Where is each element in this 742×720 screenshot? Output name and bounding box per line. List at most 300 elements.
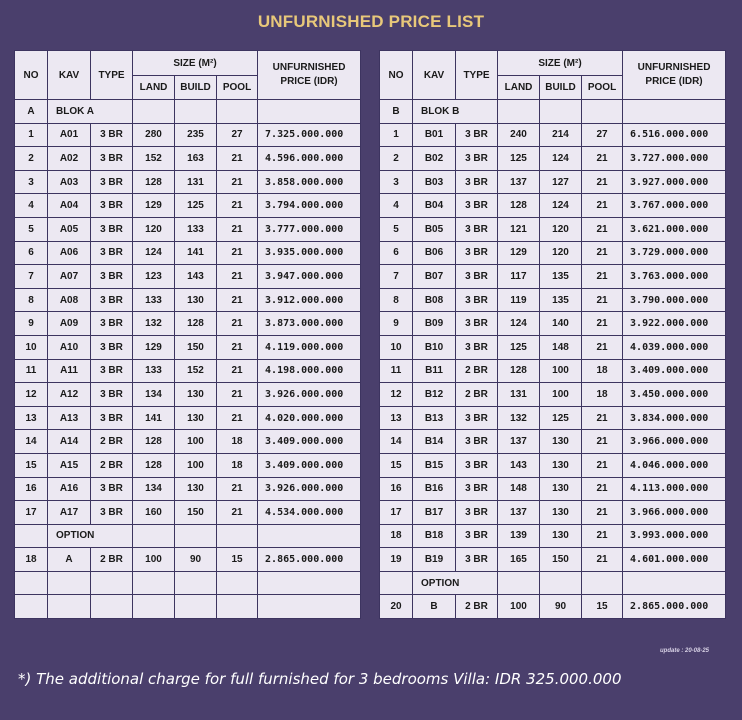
header-type: TYPE [91,51,133,100]
option-label-row [15,524,361,548]
cell-pool: 27 [217,123,258,147]
cell-price: 3.873.000.000 [258,312,361,336]
cell-empty [582,100,623,124]
table-row [15,265,361,289]
table-row [380,241,726,265]
cell-type: 3 BR [91,501,133,525]
cell-price: 3.727.000.000 [623,147,726,171]
cell-pool: 21 [582,288,623,312]
cell-pool: 21 [582,312,623,336]
cell-empty [258,524,361,548]
cell-land: 137 [498,501,540,525]
cell-land: 128 [133,170,175,194]
table-row [380,359,726,383]
cell-type: 3 BR [456,524,498,548]
table-row [380,265,726,289]
cell-build: 120 [540,241,582,265]
cell-no: 14 [380,430,413,454]
table-row [380,147,726,171]
cell-pool: 21 [582,501,623,525]
cell-land: 123 [133,265,175,289]
cell-no: 2 [380,147,413,171]
cell-land: 132 [498,406,540,430]
cell-land: 165 [498,548,540,572]
cell-kav: A10 [48,335,91,359]
cell-empty [175,100,217,124]
cell-type: 3 BR [91,477,133,501]
table-row [15,335,361,359]
cell-no: 13 [15,406,48,430]
cell-pool: 18 [582,383,623,407]
cell-build: 100 [175,430,217,454]
cell-build: 163 [175,147,217,171]
cell-type: 3 BR [456,194,498,218]
cell-build: 100 [540,359,582,383]
option-label: OPTION [413,571,498,595]
cell-empty [217,571,258,595]
cell-type: 3 BR [91,170,133,194]
cell-build: 100 [540,383,582,407]
cell-land: 117 [498,265,540,289]
cell-no: 1 [380,123,413,147]
cell-no: 2 [15,147,48,171]
cell-kav: B17 [413,501,456,525]
cell-kav: B19 [413,548,456,572]
table-row [15,288,361,312]
cell-build: 214 [540,123,582,147]
section-no: A [15,100,48,124]
table-row [15,170,361,194]
cell-type: 3 BR [456,312,498,336]
cell-land: 240 [498,123,540,147]
cell-pool: 21 [217,241,258,265]
cell-pool: 21 [217,383,258,407]
cell-price: 3.794.000.000 [258,194,361,218]
cell-pool: 21 [217,194,258,218]
cell-empty [133,100,175,124]
footnote: *) The additional charge for full furnished for 3 bedrooms Villa: IDR 325.000.000 [18,670,622,688]
cell-build: 128 [175,312,217,336]
cell-build: 130 [175,406,217,430]
cell-no: 18 [380,524,413,548]
cell-price: 3.947.000.000 [258,265,361,289]
cell-build: 150 [175,501,217,525]
cell-build: 130 [540,453,582,477]
cell-kav: A01 [48,123,91,147]
cell-empty [623,571,726,595]
header-kav: KAV [48,51,91,100]
table-row [380,194,726,218]
cell-land: 100 [498,595,540,619]
cell-pool: 21 [582,406,623,430]
cell-kav: B02 [413,147,456,171]
cell-no: 19 [380,548,413,572]
cell-price: 3.922.000.000 [623,312,726,336]
cell-kav: B03 [413,170,456,194]
cell-land: 280 [133,123,175,147]
cell-no: 6 [15,241,48,265]
cell-type: 3 BR [456,241,498,265]
cell-pool: 21 [582,548,623,572]
table-row [380,477,726,501]
cell-type: 3 BR [91,265,133,289]
cell-price: 3.409.000.000 [258,453,361,477]
cell-empty [217,595,258,619]
cell-no: 4 [15,194,48,218]
cell-kav: B10 [413,335,456,359]
cell-no: 11 [15,359,48,383]
cell-empty [175,524,217,548]
cell-kav: A06 [48,241,91,265]
cell-pool: 21 [217,359,258,383]
cell-price: 3.767.000.000 [623,194,726,218]
cell-empty [582,571,623,595]
cell-type: 2 BR [456,383,498,407]
cell-pool: 21 [582,477,623,501]
cell-build: 90 [540,595,582,619]
cell-no: 3 [380,170,413,194]
table-row [380,383,726,407]
cell-empty [540,571,582,595]
cell-empty [258,100,361,124]
cell-kav: B08 [413,288,456,312]
cell-type: 2 BR [91,430,133,454]
cell-land: 120 [133,217,175,241]
cell-no: 8 [380,288,413,312]
cell-no: 3 [15,170,48,194]
cell-pool: 21 [582,217,623,241]
cell-land: 143 [498,453,540,477]
cell-build: 141 [175,241,217,265]
update-date: update : 20-08-25 [660,648,710,654]
cell-type: 3 BR [91,288,133,312]
cell-build: 148 [540,335,582,359]
table-row [15,147,361,171]
cell-price: 3.993.000.000 [623,524,726,548]
cell-no: 10 [380,335,413,359]
cell-land: 119 [498,288,540,312]
cell-empty [133,524,175,548]
cell-build: 130 [540,477,582,501]
cell-empty [133,571,175,595]
cell-build: 150 [540,548,582,572]
table-row [380,312,726,336]
table-row [380,595,726,619]
option-label: OPTION [48,524,133,548]
cell-pool: 18 [582,359,623,383]
cell-pool: 21 [217,147,258,171]
cell-pool: 21 [582,241,623,265]
cell-price: 3.729.000.000 [623,241,726,265]
cell-price: 3.927.000.000 [623,170,726,194]
cell-type: 2 BR [91,453,133,477]
cell-price: 2.865.000.000 [258,548,361,572]
cell-empty [498,100,540,124]
cell-type: 3 BR [91,312,133,336]
table-row [380,406,726,430]
section-no: B [380,100,413,124]
cell-pool: 21 [582,335,623,359]
cell-build: 127 [540,170,582,194]
cell-price: 4.113.000.000 [623,477,726,501]
cell-price: 6.516.000.000 [623,123,726,147]
cell-type: 3 BR [456,477,498,501]
cell-kav: B15 [413,453,456,477]
cell-no: 7 [15,265,48,289]
cell-pool: 21 [582,265,623,289]
cell-type: 3 BR [456,217,498,241]
price-table-blok-b [379,50,726,619]
cell-pool: 21 [582,524,623,548]
cell-type: 3 BR [91,359,133,383]
cell-price: 4.601.000.000 [623,548,726,572]
cell-build: 124 [540,147,582,171]
cell-empty [15,571,48,595]
cell-kav: B06 [413,241,456,265]
cell-land: 160 [133,501,175,525]
cell-no: 9 [15,312,48,336]
cell-type: 2 BR [91,548,133,572]
cell-empty [258,571,361,595]
cell-land: 121 [498,217,540,241]
cell-pool: 21 [217,217,258,241]
cell-no: 14 [15,430,48,454]
cell-build: 125 [540,406,582,430]
cell-land: 137 [498,430,540,454]
cell-price: 3.450.000.000 [623,383,726,407]
cell-build: 140 [540,312,582,336]
cell-build: 130 [175,288,217,312]
cell-price: 3.935.000.000 [258,241,361,265]
empty-row [15,595,361,619]
cell-land: 137 [498,170,540,194]
cell-no: 8 [15,288,48,312]
cell-price: 3.409.000.000 [623,359,726,383]
cell-land: 152 [133,147,175,171]
cell-pool: 21 [217,312,258,336]
cell-price: 7.325.000.000 [258,123,361,147]
table-row [15,359,361,383]
header-pool: POOL [582,76,623,100]
cell-build: 130 [540,524,582,548]
cell-type: 3 BR [456,288,498,312]
cell-kav: A16 [48,477,91,501]
cell-pool: 21 [582,430,623,454]
section-label: BLOK B [413,100,498,124]
cell-type: 3 BR [91,194,133,218]
cell-kav: A07 [48,265,91,289]
cell-land: 129 [498,241,540,265]
cell-build: 235 [175,123,217,147]
cell-no: 18 [15,548,48,572]
cell-kav: A05 [48,217,91,241]
cell-build: 120 [540,217,582,241]
cell-no: 7 [380,265,413,289]
table-row [15,383,361,407]
cell-price: 3.621.000.000 [623,217,726,241]
cell-kav: B09 [413,312,456,336]
cell-type: 3 BR [456,548,498,572]
table-row [380,288,726,312]
cell-land: 134 [133,477,175,501]
cell-build: 90 [175,548,217,572]
cell-kav: B11 [413,359,456,383]
cell-build: 130 [540,501,582,525]
cell-build: 100 [175,453,217,477]
header-size: SIZE (M²) [498,51,623,76]
section-label: BLOK A [48,100,133,124]
header-land: LAND [498,76,540,100]
section-row [380,100,726,124]
cell-land: 129 [133,335,175,359]
cell-no: 17 [380,501,413,525]
table-row [15,453,361,477]
cell-no: 5 [15,217,48,241]
cell-type: 3 BR [456,265,498,289]
cell-price: 3.777.000.000 [258,217,361,241]
cell-empty [91,571,133,595]
cell-empty [217,524,258,548]
cell-kav: B16 [413,477,456,501]
table-row [15,477,361,501]
cell-land: 128 [133,453,175,477]
cell-build: 135 [540,265,582,289]
cell-no: 4 [380,194,413,218]
cell-price: 3.966.000.000 [623,501,726,525]
empty-row [15,571,361,595]
header-kav: KAV [413,51,456,100]
cell-no: 5 [380,217,413,241]
cell-build: 124 [540,194,582,218]
cell-no: 20 [380,595,413,619]
cell-pool: 21 [582,453,623,477]
cell-build: 125 [175,194,217,218]
cell-type: 3 BR [456,123,498,147]
cell-no: 10 [15,335,48,359]
cell-price: 4.039.000.000 [623,335,726,359]
cell-type: 3 BR [91,383,133,407]
cell-pool: 21 [217,335,258,359]
cell-pool: 21 [217,265,258,289]
cell-no: 12 [15,383,48,407]
table-row [15,217,361,241]
cell-kav: A04 [48,194,91,218]
cell-land: 124 [498,312,540,336]
cell-land: 100 [133,548,175,572]
cell-kav: B12 [413,383,456,407]
cell-build: 130 [175,383,217,407]
table-row [380,123,726,147]
header-no: NO [380,51,413,100]
cell-build: 135 [540,288,582,312]
page-title: UNFURNISHED PRICE LIST [257,12,485,31]
cell-pool: 21 [217,477,258,501]
header-pool: POOL [217,76,258,100]
cell-type: 3 BR [91,147,133,171]
cell-kav: B [413,595,456,619]
header-no: NO [15,51,48,100]
cell-price: 4.198.000.000 [258,359,361,383]
cell-pool: 21 [582,170,623,194]
cell-pool: 27 [582,123,623,147]
cell-land: 131 [498,383,540,407]
header-size: SIZE (M²) [133,51,258,76]
option-label-row [380,571,726,595]
cell-kav: B18 [413,524,456,548]
cell-land: 139 [498,524,540,548]
cell-type: 3 BR [456,430,498,454]
cell-land: 141 [133,406,175,430]
cell-type: 3 BR [91,241,133,265]
cell-type: 2 BR [456,595,498,619]
cell-price: 3.763.000.000 [623,265,726,289]
cell-no: 12 [380,383,413,407]
header-build: BUILD [175,76,217,100]
cell-kav: A14 [48,430,91,454]
cell-pool: 18 [217,430,258,454]
header-build: BUILD [540,76,582,100]
cell-type: 3 BR [91,335,133,359]
header-land: LAND [133,76,175,100]
cell-kav: B13 [413,406,456,430]
cell-price: 4.596.000.000 [258,147,361,171]
cell-kav: B14 [413,430,456,454]
cell-pool: 21 [217,406,258,430]
cell-land: 125 [498,147,540,171]
cell-kav: A17 [48,501,91,525]
cell-land: 128 [498,194,540,218]
cell-kav: A03 [48,170,91,194]
table-row [15,430,361,454]
cell-no: 15 [380,453,413,477]
table-row [380,217,726,241]
cell-pool: 18 [217,453,258,477]
cell-price: 3.926.000.000 [258,383,361,407]
cell-pool: 21 [582,194,623,218]
table-row [380,524,726,548]
cell-kav: A09 [48,312,91,336]
cell-type: 3 BR [91,406,133,430]
cell-kav: B04 [413,194,456,218]
cell-type: 3 BR [456,406,498,430]
cell-price: 4.119.000.000 [258,335,361,359]
cell-land: 125 [498,335,540,359]
table-row [15,123,361,147]
cell-build: 143 [175,265,217,289]
table-row [380,548,726,572]
table-row [380,335,726,359]
cell-kav: A15 [48,453,91,477]
cell-type: 3 BR [91,217,133,241]
cell-kav: A11 [48,359,91,383]
cell-kav: B05 [413,217,456,241]
cell-no: 15 [15,453,48,477]
cell-type: 3 BR [456,147,498,171]
cell-build: 131 [175,170,217,194]
cell-type: 3 BR [456,453,498,477]
cell-no: 16 [380,477,413,501]
cell-land: 124 [133,241,175,265]
cell-price: 4.020.000.000 [258,406,361,430]
cell-land: 148 [498,477,540,501]
cell-land: 128 [498,359,540,383]
cell-kav: B01 [413,123,456,147]
cell-no: 16 [15,477,48,501]
cell-kav: A [48,548,91,572]
header-price: UNFURNISHED PRICE (IDR) [623,51,726,100]
table-row [380,501,726,525]
cell-empty [380,571,413,595]
